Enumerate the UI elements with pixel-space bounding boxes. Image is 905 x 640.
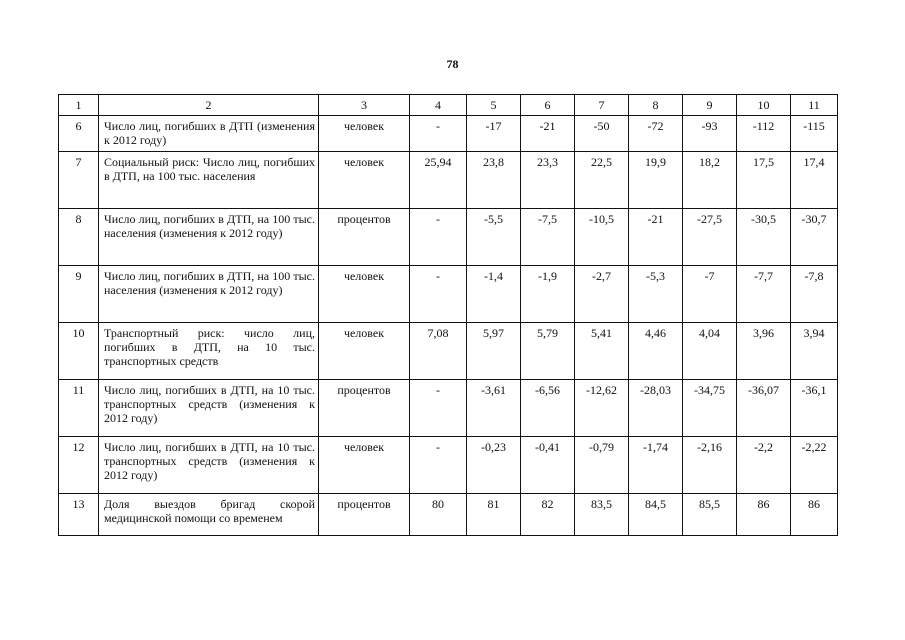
- value-cell: -: [410, 437, 467, 494]
- value-cell: -7,7: [737, 266, 791, 323]
- table-row: [59, 116, 838, 152]
- value-cell: 5,79: [521, 323, 575, 380]
- value-cell: -10,5: [575, 209, 629, 266]
- value-cell: 83,5: [575, 494, 629, 536]
- value-cell: 86: [737, 494, 791, 536]
- value-cell: -5,3: [629, 266, 683, 323]
- value-cell: 5,41: [575, 323, 629, 380]
- column-number-cell: 7: [575, 95, 629, 116]
- row-number-cell: 13: [59, 494, 99, 536]
- indicator-cell: Доля выездов бригад скорой медицинской помощи со временем: [99, 494, 319, 536]
- row-number-cell: 11: [59, 380, 99, 437]
- table-body: [59, 95, 838, 536]
- value-cell: -5,5: [467, 209, 521, 266]
- value-cell: -50: [575, 116, 629, 152]
- table-row: [59, 437, 838, 494]
- value-cell: 81: [467, 494, 521, 536]
- table-row: [59, 380, 838, 437]
- value-cell: -3,61: [467, 380, 521, 437]
- value-cell: 23,3: [521, 152, 575, 209]
- unit-cell: человек: [319, 152, 410, 209]
- indicator-cell: Число лиц, погибших в ДТП, на 100 тыс. населения (изменения к 2012 году): [99, 209, 319, 266]
- column-number-cell: 11: [791, 95, 838, 116]
- value-cell: 86: [791, 494, 838, 536]
- value-cell: 3,96: [737, 323, 791, 380]
- table-row: [59, 152, 838, 209]
- column-number-cell: 9: [683, 95, 737, 116]
- value-cell: -: [410, 209, 467, 266]
- column-number-cell: 1: [59, 95, 99, 116]
- value-cell: -30,5: [737, 209, 791, 266]
- value-cell: -17: [467, 116, 521, 152]
- unit-cell: человек: [319, 323, 410, 380]
- value-cell: -112: [737, 116, 791, 152]
- value-cell: -34,75: [683, 380, 737, 437]
- value-cell: -36,1: [791, 380, 838, 437]
- column-number-cell: 3: [319, 95, 410, 116]
- row-number-cell: 8: [59, 209, 99, 266]
- indicator-cell: Число лиц, погибших в ДТП, на 10 тыс. транспортных средств (изменения к 2012 году): [99, 380, 319, 437]
- unit-cell: человек: [319, 437, 410, 494]
- value-cell: -12,62: [575, 380, 629, 437]
- value-cell: -93: [683, 116, 737, 152]
- value-cell: 84,5: [629, 494, 683, 536]
- value-cell: -: [410, 380, 467, 437]
- value-cell: 25,94: [410, 152, 467, 209]
- value-cell: -2,2: [737, 437, 791, 494]
- value-cell: 80: [410, 494, 467, 536]
- unit-cell: человек: [319, 266, 410, 323]
- column-number-cell: 5: [467, 95, 521, 116]
- table-row: [59, 209, 838, 266]
- value-cell: -7,8: [791, 266, 838, 323]
- table-row: [59, 323, 838, 380]
- indicator-cell: Транспортный риск: число лиц, погибших в ДТП, на 10 тыс. транспортных средств: [99, 323, 319, 380]
- value-cell: -0,41: [521, 437, 575, 494]
- value-cell: -0,79: [575, 437, 629, 494]
- value-cell: -72: [629, 116, 683, 152]
- row-number-cell: 6: [59, 116, 99, 152]
- value-cell: -115: [791, 116, 838, 152]
- value-cell: 18,2: [683, 152, 737, 209]
- value-cell: -30,7: [791, 209, 838, 266]
- column-number-cell: 10: [737, 95, 791, 116]
- value-cell: -7,5: [521, 209, 575, 266]
- value-cell: 82: [521, 494, 575, 536]
- value-cell: -6,56: [521, 380, 575, 437]
- value-cell: 85,5: [683, 494, 737, 536]
- value-cell: -27,5: [683, 209, 737, 266]
- value-cell: -36,07: [737, 380, 791, 437]
- value-cell: -: [410, 266, 467, 323]
- value-cell: 17,5: [737, 152, 791, 209]
- unit-cell: процентов: [319, 209, 410, 266]
- value-cell: 4,46: [629, 323, 683, 380]
- value-cell: -1,9: [521, 266, 575, 323]
- column-number-cell: 6: [521, 95, 575, 116]
- column-number-cell: 2: [99, 95, 319, 116]
- value-cell: -7: [683, 266, 737, 323]
- column-number-row: [59, 95, 838, 116]
- value-cell: -: [410, 116, 467, 152]
- table-row: [59, 494, 838, 536]
- value-cell: -1,4: [467, 266, 521, 323]
- page-number: 78: [446, 57, 459, 71]
- row-number-cell: 12: [59, 437, 99, 494]
- indicator-cell: Социальный риск: Число лиц, погибших в ДТП, на 100 тыс. населения: [99, 152, 319, 209]
- value-cell: 19,9: [629, 152, 683, 209]
- indicator-cell: Число лиц, погибших в ДТП, на 10 тыс. транспортных средств (изменения к 2012 году): [99, 437, 319, 494]
- value-cell: -2,22: [791, 437, 838, 494]
- column-number-cell: 8: [629, 95, 683, 116]
- value-cell: -28,03: [629, 380, 683, 437]
- column-number-cell: 4: [410, 95, 467, 116]
- row-number-cell: 9: [59, 266, 99, 323]
- value-cell: 7,08: [410, 323, 467, 380]
- value-cell: 22,5: [575, 152, 629, 209]
- row-number-cell: 7: [59, 152, 99, 209]
- value-cell: 4,04: [683, 323, 737, 380]
- unit-cell: человек: [319, 116, 410, 152]
- indicator-cell: Число лиц, погибших в ДТП, на 100 тыс. населения (изменения к 2012 году): [99, 266, 319, 323]
- row-number-cell: 10: [59, 323, 99, 380]
- unit-cell: процентов: [319, 494, 410, 536]
- value-cell: 5,97: [467, 323, 521, 380]
- value-cell: -21: [521, 116, 575, 152]
- table-row: [59, 266, 838, 323]
- value-cell: -1,74: [629, 437, 683, 494]
- value-cell: -0,23: [467, 437, 521, 494]
- value-cell: -21: [629, 209, 683, 266]
- value-cell: 23,8: [467, 152, 521, 209]
- value-cell: -2,7: [575, 266, 629, 323]
- indicators-table: [58, 94, 838, 536]
- value-cell: -2,16: [683, 437, 737, 494]
- value-cell: 17,4: [791, 152, 838, 209]
- indicator-cell: Число лиц, погибших в ДТП (изменения к 2012 году): [99, 116, 319, 152]
- value-cell: 3,94: [791, 323, 838, 380]
- unit-cell: процентов: [319, 380, 410, 437]
